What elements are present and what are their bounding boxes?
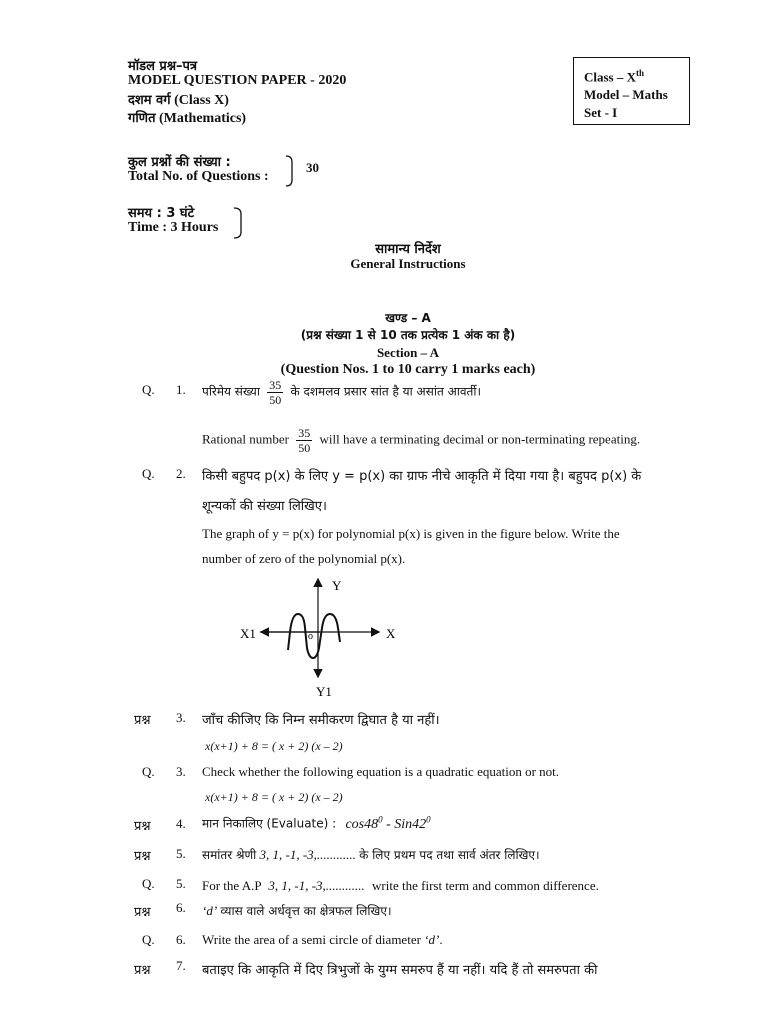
class-box-set: Set - I xyxy=(584,105,618,121)
questions-count-value: 30 xyxy=(306,160,319,175)
q5-hindi-label: प्रश्न xyxy=(134,849,151,864)
class-box-model: Model – Maths xyxy=(584,87,668,103)
q2-label: Q. xyxy=(142,466,155,481)
q3-english-text: Check whether the following equation is a quadratic equation or not. xyxy=(202,764,560,779)
q1-english-fraction: $\frac{35}{50}$ xyxy=(298,426,311,455)
hindi-paper-title: मॉडल प्रश्न–पत्र xyxy=(128,59,198,74)
q1-hindi: परिमेय संख्या $\frac{35}{50}$ के दशमलव प्रसार सांत है या असांत आवर्ती। xyxy=(202,378,482,407)
graph-y1-label: Y1 xyxy=(316,684,332,699)
graph-x-label: X xyxy=(386,626,396,641)
q3-hindi-number: 3. xyxy=(176,710,186,725)
graph-origin-label: o xyxy=(308,631,313,642)
subject-hindi: गणित xyxy=(128,111,156,126)
instructions-hindi: सामान्य निर्देश xyxy=(375,242,441,257)
subject-en: (Mathematics) xyxy=(159,111,247,126)
q2-english-line2: number of zero of the polynomial p(x). xyxy=(202,551,406,566)
q2-number: 2. xyxy=(176,466,186,481)
graph-x1-label: X1 xyxy=(240,626,256,641)
questions-bracket xyxy=(284,154,298,188)
q6-english-number: 6. xyxy=(176,932,186,947)
q7-hindi-text: बताइए कि आकृति में दिए त्रिभुजों के युग्म समरुप हैं या नहीं। यदि हैं तो समरुपता की xyxy=(202,963,598,978)
instructions-en: General Instructions xyxy=(350,256,466,271)
q3-english-equation: x(x+1) + 8 = ( x + 2) (x – 2) xyxy=(205,790,343,804)
q4-expression: $\cos 48^0 - Sin42^0$ xyxy=(345,814,431,832)
q3-hindi-equation: x(x+1) + 8 = ( x + 2) (x – 2) xyxy=(205,739,343,753)
q5-english-label: Q. xyxy=(142,876,155,891)
class-box-class: Class – Xth xyxy=(584,68,645,85)
q5-english-text: For the A.P 3, 1, -1, -3,............ write the first term and common difference. xyxy=(202,878,599,893)
questions-count-hindi: कुल प्रश्नों की संख्या : xyxy=(128,155,231,170)
section-title: Section – A xyxy=(376,345,440,360)
q3-hindi-text: जाँच कीजिए कि निम्न समीकरण द्विघात है या नहीं। xyxy=(202,713,440,728)
section-hindi-note: (प्रश्न संख्या 1 से 10 तक प्रत्येक 1 अंक का है) xyxy=(300,328,516,342)
questions-count-en: Total No. of Questions : xyxy=(128,169,269,184)
section-note: (Question Nos. 1 to 10 carry 1 marks each) xyxy=(280,362,536,377)
q1-label: Q. xyxy=(142,382,155,397)
q7-hindi-number: 7. xyxy=(176,958,186,973)
q4-hindi-number: 4. xyxy=(176,816,186,831)
q1-english: Rational number $\frac{35}{50}$ will have a terminating decimal or non-terminating repeating. xyxy=(202,426,641,455)
q6-hindi-label: प्रश्न xyxy=(134,905,151,920)
time-hindi: समय : 3 घंटे xyxy=(128,206,195,221)
time-en: Time : 3 Hours xyxy=(128,220,219,235)
q2-english-line1: The graph of y = p(x) for polynomial p(x) is given in the figure below. Write the xyxy=(202,526,620,541)
q1-hindi-fraction: $\frac{35}{50}$ xyxy=(269,378,282,407)
q6-hindi-number: 6. xyxy=(176,900,186,915)
q6-hindi-text: ‘d’ व्यास वाले अर्धवृत्त का क्षेत्रफल लिखिए। xyxy=(202,903,392,918)
class-box xyxy=(573,57,690,125)
q3-english-number: 3. xyxy=(176,764,186,779)
q5-hindi-number: 5. xyxy=(176,846,186,861)
polynomial-graph xyxy=(230,572,410,702)
q5-hindi-text: समांतर श्रेणी 3, 1, -1, -3,............ के लिए प्रथम पद तथा सार्व अंतर लिखिए। xyxy=(202,847,540,862)
class-line xyxy=(128,90,229,109)
paper-title: MODEL QUESTION PAPER - 2020 xyxy=(128,73,347,88)
graph-y-label: Y xyxy=(332,578,342,593)
q3-english-label: Q. xyxy=(142,764,155,779)
q7-hindi-label: प्रश्न xyxy=(134,963,151,978)
q4-hindi-label: प्रश्न xyxy=(134,819,151,834)
q3-hindi-label: प्रश्न xyxy=(134,713,151,728)
q2-hindi-line1: किसी बहुपद p(x) के लिए y = p(x) का ग्राफ नीचे आकृति में दिया गया है। बहुपद p(x) के xyxy=(202,469,642,484)
section-hindi-title: खण्ड – A xyxy=(385,311,431,325)
q6-english-label: Q. xyxy=(142,932,155,947)
class-en: (Class X) xyxy=(174,93,229,108)
subject-line xyxy=(128,108,246,127)
q1-number: 1. xyxy=(176,382,186,397)
polynomial-curve xyxy=(288,614,340,658)
q6-english-text: Write the area of a semi circle of diameter ‘d’. xyxy=(202,932,443,947)
q5-english-number: 5. xyxy=(176,876,186,891)
q2-hindi-line2: शून्यकों की संख्या लिखिए। xyxy=(202,499,327,514)
time-bracket xyxy=(232,206,246,240)
class-hindi: दशम वर्ग xyxy=(128,93,171,108)
q4-hindi-text: मान निकालिए (Evaluate) : $\cos 48^0 - Sin42^0$ xyxy=(202,814,431,832)
